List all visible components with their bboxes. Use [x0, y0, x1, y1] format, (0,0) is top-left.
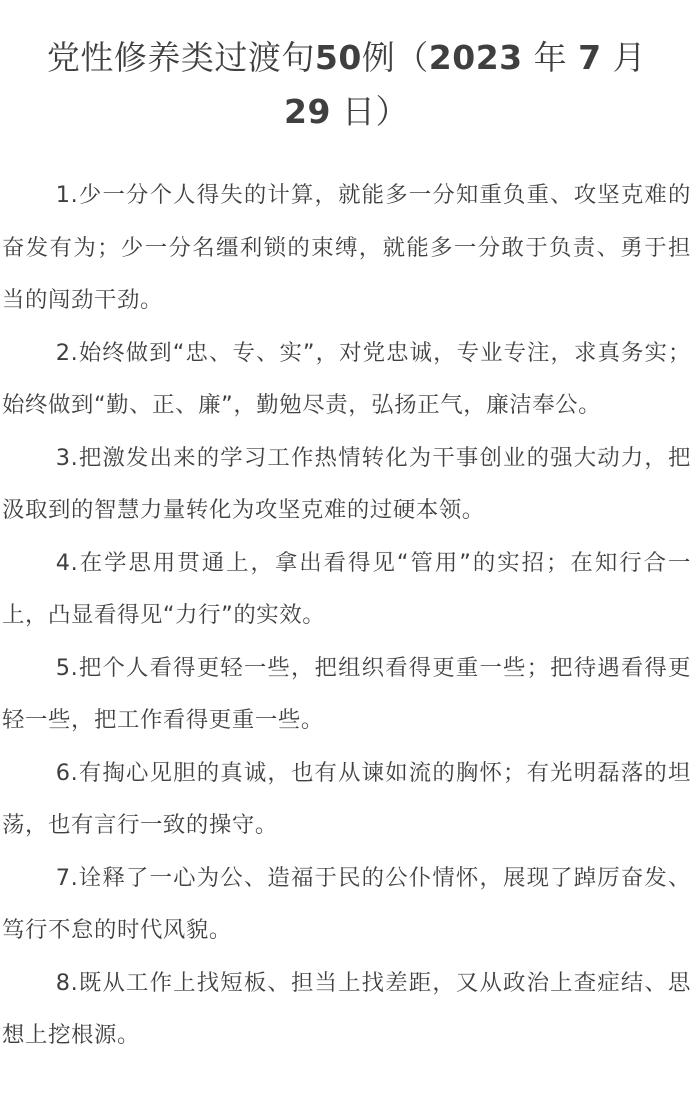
- paragraph-item-6: 6.有掏心见胆的真诚，也有从谏如流的胸怀；有光明磊落的坦荡，也有言行一致的操守。: [2, 759, 691, 838]
- paragraph-item-1: 1.少一分个人得失的计算，就能多一分知重负重、攻坚克难的奋发有为；少一分名缰利锁的束缚，就能多一分敢于负责、勇于担当的闯劲干劲。: [2, 182, 691, 313]
- paragraph-item-4: 4.在学思用贯通上，拿出看得见“管用”的实招；在知行合一上，凸显看得见“力行”的实效。: [2, 549, 691, 628]
- title-text-4: 月: [612, 38, 647, 77]
- title-number-50: 50: [314, 38, 362, 77]
- title-day: 29: [284, 92, 331, 131]
- paragraph-item-2: 2.始终做到“忠、专、实”，对党忠诚，专业专注，求真务实；始终做到“勤、正、廉”，勤勉尽责，弘扬正气，廉洁奉公。: [2, 339, 691, 418]
- title-year: 2023: [428, 38, 523, 77]
- title-text-1: 党性修养类过渡句: [46, 38, 315, 77]
- article-body: [0, 169, 693, 1062]
- title-text-3: 年: [533, 38, 568, 77]
- paragraph-item-8: 8.既从工作上找短板、担当上找差距，又从政治上查症结、思想上挖根源。: [2, 969, 691, 1048]
- title-text-5: 日）: [341, 92, 409, 131]
- article-title: [0, 0, 693, 139]
- paragraph-item-3: 3.把激发出来的学习工作热情转化为干事创业的强大动力，把汲取到的智慧力量转化为攻坚克难的过硬本领。: [2, 444, 691, 523]
- title-month: 7: [578, 38, 602, 77]
- paragraph-item-5: 5.把个人看得更轻一些，把组织看得更重一些；把待遇看得更轻一些，把工作看得更重一些。: [2, 654, 691, 733]
- title-text-2: 例（: [361, 38, 429, 77]
- paragraph-item-7: 7.诠释了一心为公、造福于民的公仆情怀，展现了踔厉奋发、笃行不怠的时代风貌。: [2, 864, 691, 943]
